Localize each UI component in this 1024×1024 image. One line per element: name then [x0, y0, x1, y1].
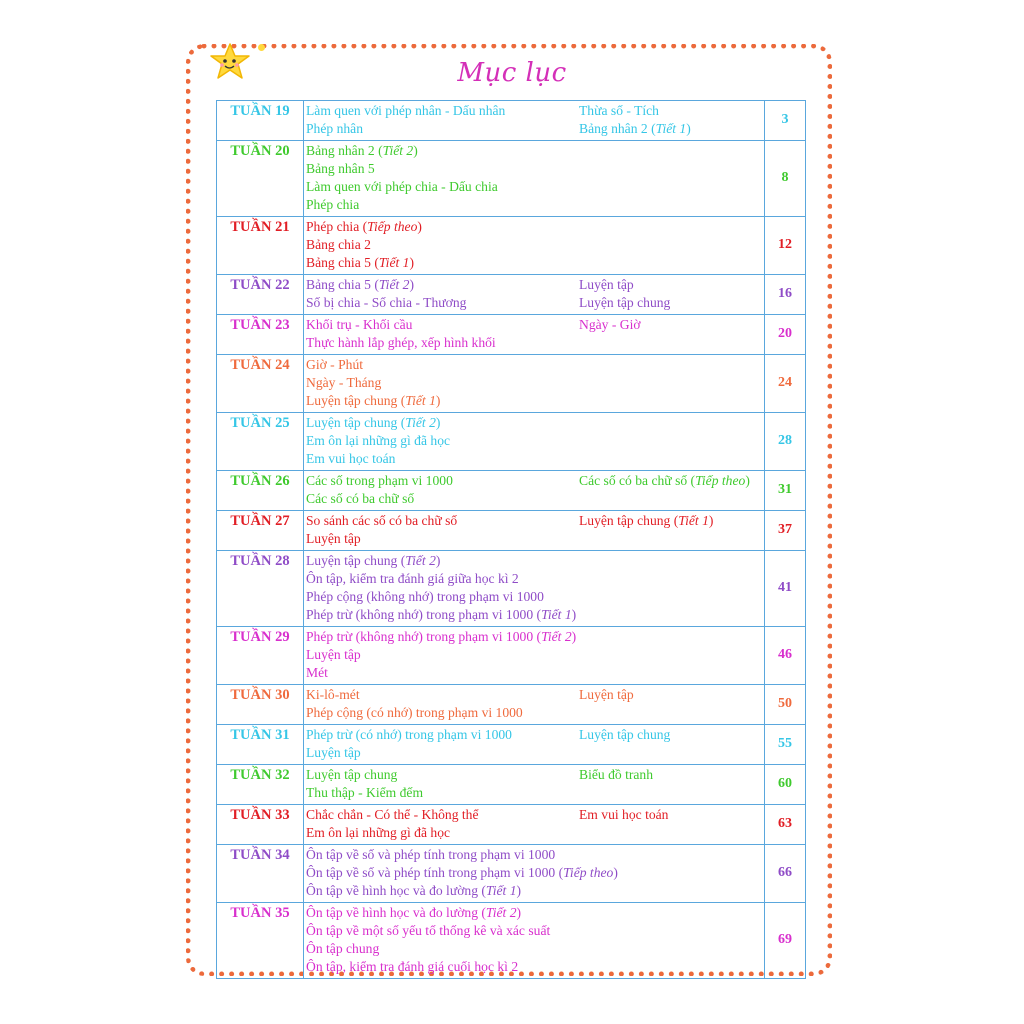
table-row [217, 315, 806, 355]
lesson-line [306, 552, 762, 570]
lesson-line [306, 294, 762, 312]
lesson-line [306, 646, 762, 664]
lesson-title-right [579, 922, 762, 940]
lesson-title-right [579, 374, 762, 392]
lesson-line [306, 102, 762, 120]
table-row [217, 511, 806, 551]
lesson-title-right: Ngày - Giờ [579, 317, 641, 332]
lesson-title-right [579, 664, 762, 682]
table-row [217, 903, 806, 979]
lesson-title-right: Bảng nhân 2 (Tiết 1) [579, 121, 691, 136]
lesson-title-right [579, 570, 762, 588]
lesson-title: Ôn tập về số và phép tính trong phạm vi 1000 [306, 847, 556, 862]
decorative-dot [258, 44, 265, 51]
week-label: TUẦN 24 [217, 355, 304, 413]
lesson-title: Luyện tập chung [306, 767, 398, 782]
lesson-line [306, 864, 762, 882]
lesson-title: Phép trừ (không nhớ) trong phạm vi 1000 (Tiết 2) [306, 629, 577, 644]
lesson-line [306, 940, 762, 958]
lesson-line [306, 606, 762, 624]
table-row [217, 685, 806, 725]
lesson-title: Bảng chia 2 [306, 237, 371, 252]
lesson-title-right [579, 432, 762, 450]
lesson-title: Ngày - Tháng [306, 375, 382, 390]
lesson-title-right [579, 824, 762, 842]
page-number: 66 [765, 845, 806, 903]
lesson-title-right [579, 414, 762, 432]
lesson-line [306, 570, 762, 588]
lesson-title-right [579, 606, 762, 624]
lesson-title-right [579, 196, 762, 214]
lesson-line [306, 904, 762, 922]
lesson-title: Bảng chia 5 (Tiết 1) [306, 255, 414, 270]
lesson-line [306, 530, 762, 548]
lesson-list [304, 413, 765, 471]
lesson-title: Luyện tập [306, 745, 361, 760]
lesson-title: Phép chia [306, 197, 360, 212]
lesson-title-right [579, 744, 762, 762]
table-row [217, 845, 806, 903]
lesson-title-right [579, 882, 762, 900]
week-label: TUẦN 23 [217, 315, 304, 355]
table-of-contents [216, 100, 806, 979]
lesson-title: Thực hành lắp ghép, xếp hình khối [306, 335, 496, 350]
lesson-title-right [579, 864, 762, 882]
lesson-list [304, 141, 765, 217]
page-number: 16 [765, 275, 806, 315]
lesson-title: Các số có ba chữ số [306, 491, 415, 506]
lesson-title-right [579, 784, 762, 802]
table-row [217, 551, 806, 627]
lesson-title-right [579, 646, 762, 664]
week-label: TUẦN 25 [217, 413, 304, 471]
page-number: 63 [765, 805, 806, 845]
lesson-title-right [579, 904, 762, 922]
lesson-list [304, 845, 765, 903]
table-row [217, 725, 806, 765]
lesson-line [306, 414, 762, 432]
lesson-list [304, 315, 765, 355]
lesson-title: Phép nhân [306, 121, 364, 136]
week-label: TUẦN 31 [217, 725, 304, 765]
lesson-title-right [579, 704, 762, 722]
page-number: 46 [765, 627, 806, 685]
lesson-title-right [579, 588, 762, 606]
lesson-list [304, 685, 765, 725]
page-number: 8 [765, 141, 806, 217]
lesson-title: Bảng nhân 5 [306, 161, 375, 176]
lesson-line [306, 142, 762, 160]
lesson-line [306, 846, 762, 864]
lesson-title: Chắc chắn - Có thể - Không thể [306, 807, 479, 822]
lesson-line [306, 726, 762, 744]
lesson-line [306, 784, 762, 802]
lesson-title: Em ôn lại những gì đã học [306, 825, 451, 840]
page-number: 60 [765, 765, 806, 805]
lesson-line [306, 628, 762, 646]
lesson-list [304, 217, 765, 275]
table-row [217, 217, 806, 275]
lesson-title: Thu thập - Kiểm đếm [306, 785, 424, 800]
lesson-title: Ôn tập về số và phép tính trong phạm vi 1000 (Tiếp theo) [306, 865, 618, 880]
lesson-title-right: Các số có ba chữ số (Tiếp theo) [579, 473, 750, 488]
page-number: 41 [765, 551, 806, 627]
lesson-list [304, 725, 765, 765]
lesson-title-right [579, 628, 762, 646]
week-label: TUẦN 26 [217, 471, 304, 511]
week-label: TUẦN 29 [217, 627, 304, 685]
table-row [217, 101, 806, 141]
lesson-list [304, 765, 765, 805]
page-title: Mục lục [457, 58, 567, 88]
lesson-list [304, 355, 765, 413]
week-label: TUẦN 35 [217, 903, 304, 979]
lesson-title: Phép chia (Tiếp theo) [306, 219, 422, 234]
page-number: 37 [765, 511, 806, 551]
lesson-title: Phép trừ (không nhớ) trong phạm vi 1000 (Tiết 1) [306, 607, 577, 622]
lesson-line [306, 806, 762, 824]
lesson-title: Bảng chia 5 (Tiết 2) [306, 277, 414, 292]
lesson-line [306, 218, 762, 236]
table-row [217, 355, 806, 413]
lesson-title: Luyện tập [306, 531, 361, 546]
lesson-line [306, 450, 762, 468]
lesson-line [306, 686, 762, 704]
lesson-title: Ôn tập về hình học và đo lường (Tiết 2) [306, 905, 522, 920]
lesson-title-right [579, 218, 762, 236]
lesson-title: Làm quen với phép nhân - Dấu nhân [306, 103, 506, 118]
lesson-title-right [579, 392, 762, 410]
lesson-line [306, 512, 762, 530]
lesson-title: Ôn tập về một số yếu tố thống kê và xác suất [306, 923, 551, 938]
lesson-list [304, 101, 765, 141]
lesson-title-right [579, 356, 762, 374]
lesson-title: Luyện tập chung (Tiết 1) [306, 393, 441, 408]
lesson-title: Ôn tập, kiểm tra đánh giá giữa học kì 2 [306, 571, 519, 586]
lesson-title-right: Luyện tập chung (Tiết 1) [579, 513, 714, 528]
lesson-list [304, 627, 765, 685]
lesson-list [304, 903, 765, 979]
lesson-title: Luyện tập [306, 647, 361, 662]
lesson-line [306, 120, 762, 138]
lesson-title-right [579, 490, 762, 508]
page-number: 28 [765, 413, 806, 471]
lesson-list [304, 275, 765, 315]
page-number: 12 [765, 217, 806, 275]
lesson-line [306, 392, 762, 410]
lesson-title: Số bị chia - Số chia - Thương [306, 295, 467, 310]
week-label: TUẦN 20 [217, 141, 304, 217]
lesson-title: Khối trụ - Khối cầu [306, 317, 413, 332]
week-label: TUẦN 19 [217, 101, 304, 141]
table-row [217, 275, 806, 315]
lesson-line [306, 334, 762, 352]
table-row [217, 805, 806, 845]
lesson-title: Ôn tập chung [306, 941, 380, 956]
lesson-title: Giờ - Phút [306, 357, 364, 372]
lesson-title: Luyện tập chung (Tiết 2) [306, 553, 441, 568]
lesson-line [306, 922, 762, 940]
page-number: 69 [765, 903, 806, 979]
week-label: TUẦN 32 [217, 765, 304, 805]
table-row [217, 141, 806, 217]
lesson-title-right: Thừa số - Tích [579, 103, 659, 118]
lesson-line [306, 472, 762, 490]
page-number: 24 [765, 355, 806, 413]
lesson-title-right: Luyện tập [579, 277, 634, 292]
week-label: TUẦN 27 [217, 511, 304, 551]
lesson-title-right [579, 178, 762, 196]
week-label: TUẦN 33 [217, 805, 304, 845]
page-number: 3 [765, 101, 806, 141]
lesson-line [306, 882, 762, 900]
lesson-line [306, 766, 762, 784]
lesson-line [306, 958, 762, 976]
lesson-list [304, 551, 765, 627]
lesson-list [304, 805, 765, 845]
lesson-line [306, 432, 762, 450]
lesson-line [306, 316, 762, 334]
lesson-title: Các số trong phạm vi 1000 [306, 473, 453, 488]
lesson-list [304, 471, 765, 511]
lesson-title: Em ôn lại những gì đã học [306, 433, 451, 448]
lesson-title-right: Luyện tập chung [579, 727, 671, 742]
lesson-title: Ôn tập về hình học và đo lường (Tiết 1) [306, 883, 522, 898]
lesson-line [306, 356, 762, 374]
lesson-line [306, 236, 762, 254]
week-label: TUẦN 21 [217, 217, 304, 275]
lesson-line [306, 196, 762, 214]
table-row [217, 471, 806, 511]
page-number: 20 [765, 315, 806, 355]
lesson-line [306, 178, 762, 196]
lesson-line [306, 704, 762, 722]
lesson-title: Phép cộng (có nhớ) trong phạm vi 1000 [306, 705, 523, 720]
lesson-title-right [579, 450, 762, 468]
lesson-title: Ôn tập, kiểm tra đánh giá cuối học kì 2 [306, 959, 519, 974]
lesson-title: Làm quen với phép chia - Dấu chia [306, 179, 498, 194]
lesson-title-right [579, 530, 762, 548]
lesson-title-right: Biểu đồ tranh [579, 767, 653, 782]
lesson-line [306, 374, 762, 392]
lesson-title-right: Em vui học toán [579, 807, 669, 822]
page-number: 50 [765, 685, 806, 725]
lesson-title: Em vui học toán [306, 451, 396, 466]
page-number: 31 [765, 471, 806, 511]
week-label: TUẦN 34 [217, 845, 304, 903]
week-label: TUẦN 28 [217, 551, 304, 627]
page-number: 55 [765, 725, 806, 765]
lesson-title: Phép trừ (có nhớ) trong phạm vi 1000 [306, 727, 512, 742]
lesson-title-right [579, 254, 762, 272]
week-label: TUẦN 30 [217, 685, 304, 725]
lesson-title: So sánh các số có ba chữ số [306, 513, 458, 528]
lesson-title-right: Luyện tập chung [579, 295, 671, 310]
lesson-line [306, 664, 762, 682]
lesson-line [306, 160, 762, 178]
lesson-title-right [579, 160, 762, 178]
lesson-title-right [579, 236, 762, 254]
lesson-title-right [579, 552, 762, 570]
lesson-title: Mét [306, 665, 328, 680]
lesson-title: Bảng nhân 2 (Tiết 2) [306, 143, 418, 158]
table-row [217, 413, 806, 471]
lesson-line [306, 254, 762, 272]
lesson-list [304, 511, 765, 551]
lesson-line [306, 276, 762, 294]
table-row [217, 765, 806, 805]
lesson-title-right [579, 940, 762, 958]
lesson-line [306, 490, 762, 508]
lesson-line [306, 824, 762, 842]
lesson-title-right [579, 958, 762, 976]
lesson-title-right [579, 334, 762, 352]
lesson-title: Ki-lô-mét [306, 687, 360, 702]
lesson-title: Phép cộng (không nhớ) trong phạm vi 1000 [306, 589, 544, 604]
lesson-title-right: Luyện tập [579, 687, 634, 702]
lesson-title-right [579, 846, 762, 864]
table-row [217, 627, 806, 685]
lesson-line [306, 744, 762, 762]
lesson-title: Luyện tập chung (Tiết 2) [306, 415, 441, 430]
lesson-title-right [579, 142, 762, 160]
lesson-line [306, 588, 762, 606]
week-label: TUẦN 22 [217, 275, 304, 315]
